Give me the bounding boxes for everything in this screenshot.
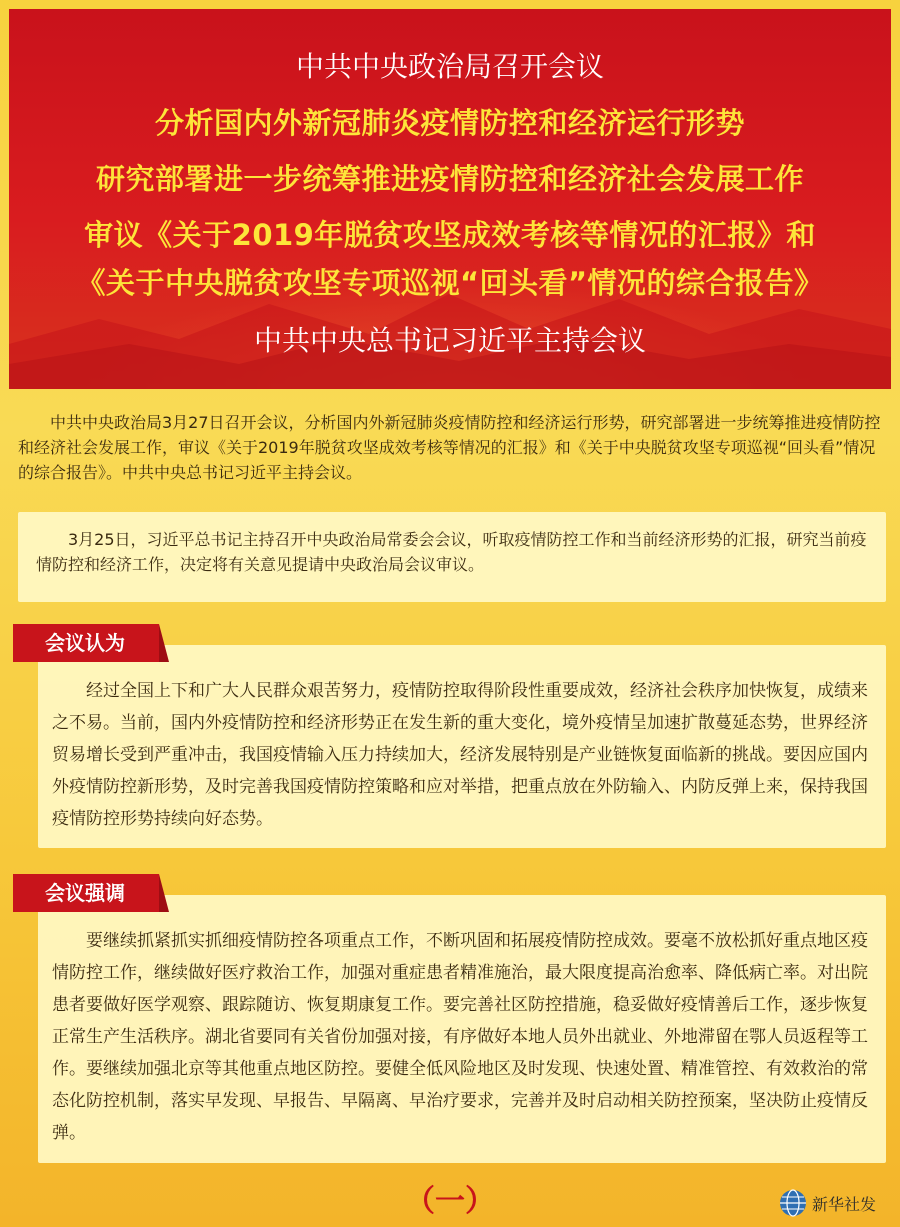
header-title-line-2: 分析国内外新冠肺炎疫情防控和经济运行形势	[154, 106, 745, 140]
header-title-line-4: 审议《关于2019年脱贫攻坚成效考核等情况的汇报》和	[84, 218, 816, 252]
section-1-paragraph: 经过全国上下和广大人民群众艰苦努力，疫情防控取得阶段性重要成效，经济社会秩序加快恢复，成绩来之不易。当前，国内外疫情防控和经济形势正在发生新的重大变化，境外疫情呈加速扩散蔓延态势，世界经济贸易增长受到严重冲击，我国疫情输入压力持续加大，经济发展特别是产业链恢复面临新的挑战。要因应国内外疫情防控新形势，及时完善我国疫情防控策略和应对举措，把重点放在外防输入、内防反弹上来，保持我国疫情防控形势持续向好态势。	[52, 681, 868, 829]
agency-credit: 新华社发	[812, 1195, 877, 1214]
section-1-box	[38, 645, 886, 848]
header-banner	[9, 9, 891, 389]
section-2-paragraph: 要继续抓紧抓实抓细疫情防控各项重点工作，不断巩固和拓展疫情防控成效。要毫不放松抓好重点地区疫情防控工作，继续做好医疗救治工作，加强对重症患者精准施治，最大限度提高治愈率、降低病亡率。对出院患者要做好医学观察、跟踪随访、恢复期康复工作。要完善社区防控措施，稳妥做好疫情善后工作，逐步恢复正常生产生活秩序。湖北省要同有关省份加强对接，有序做好本地人员外出就业、外地滞留在鄂人员返程等工作。要继续加强北京等其他重点地区防控。要健全低风险地区及时发现、快速处置、精准管控、有效救治的常态化防控机制，落实早发现、早报告、早隔离、早治疗要求，完善并及时启动相关防控预案，坚决防止疫情反弹。	[52, 931, 868, 1143]
background-box	[18, 512, 886, 602]
page-marker: （一）	[405, 1184, 495, 1219]
section-2-box	[38, 895, 886, 1163]
intro-paragraph: 中共中央政治局3月27日召开会议，分析国内外新冠肺炎疫情防控和经济运行形势，研究部署进一步统筹推进疫情防控和经济社会发展工作，审议《关于2019年脱贫攻坚成效考核等情况的汇报》和《关于中央脱贫攻坚专项巡视“回头看”情况的综合报告》。中共中央总书记习近平主持会议。	[18, 413, 881, 482]
header-title-line-5: 《关于中央脱贫攻坚专项巡视“回头看”情况的综合报告》	[76, 266, 824, 300]
xinhua-globe-icon	[778, 1188, 808, 1218]
section-1-tag: 会议认为	[13, 624, 159, 662]
header-title-line-1: 中共中央政治局召开会议	[295, 50, 604, 83]
background-paragraph: 3月25日，习近平总书记主持召开中央政治局常委会会议，听取疫情防控工作和当前经济形势的汇报，研究当前疫情防控和经济工作，决定将有关意见提请中央政治局会议审议。	[36, 530, 867, 574]
header-title-line-6: 中共中央总书记习近平主持会议	[253, 324, 646, 357]
section-2-tag: 会议强调	[13, 874, 159, 912]
header-title-line-3: 研究部署进一步统筹推进疫情防控和经济社会发展工作	[95, 162, 804, 196]
